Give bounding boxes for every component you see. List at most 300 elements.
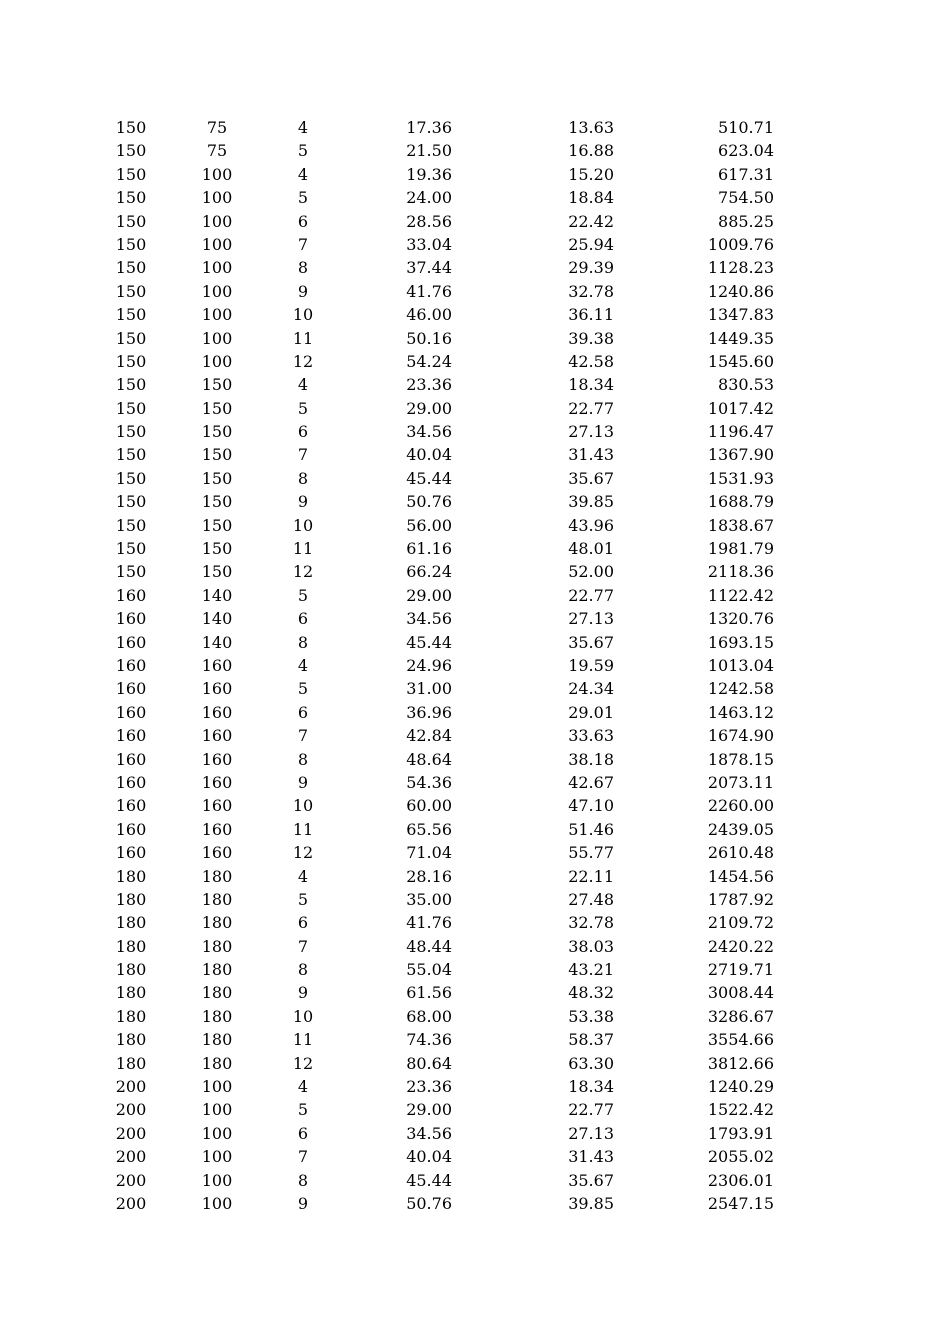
table-cell: 29.00 — [406, 1100, 452, 1120]
table-cell: 4 — [297, 118, 309, 137]
table-cell: 8 — [297, 960, 309, 980]
table-cell: 2439.05 — [707, 819, 774, 839]
table-cell: 100 — [201, 1147, 233, 1167]
table-row — [0, 186, 950, 209]
table-row — [0, 373, 950, 396]
table-row — [0, 397, 950, 420]
table-row — [0, 490, 950, 513]
table-cell: 7 — [297, 726, 309, 746]
table-cell: 150 — [115, 539, 147, 559]
table-cell: 1981.79 — [707, 539, 774, 559]
table-row — [0, 560, 950, 583]
table-cell: 65.56 — [406, 819, 452, 839]
table-cell: 45.44 — [406, 632, 452, 652]
table-cell: 2306.01 — [707, 1170, 774, 1190]
table-cell: 150 — [201, 539, 233, 559]
table-cell: 22.77 — [568, 398, 614, 418]
table-cell: 27.13 — [568, 1123, 614, 1143]
table-cell: 150 — [115, 422, 147, 442]
table-row — [0, 935, 950, 958]
table-cell: 50.76 — [406, 492, 452, 512]
table-cell: 50.76 — [406, 1193, 452, 1213]
table-cell: 31.43 — [568, 1147, 614, 1167]
table-row — [0, 888, 950, 911]
table-cell: 200 — [115, 1147, 147, 1167]
table-cell: 17.36 — [406, 118, 452, 137]
table-cell: 150 — [201, 398, 233, 418]
table-cell: 39.85 — [568, 1193, 614, 1213]
table-row — [0, 327, 950, 350]
table-cell: 2547.15 — [707, 1193, 774, 1213]
table-cell: 1838.67 — [707, 515, 774, 535]
table-cell: 150 — [115, 375, 147, 395]
table-cell: 7 — [297, 936, 309, 956]
table-cell: 160 — [115, 702, 147, 722]
table-cell: 43.96 — [568, 515, 614, 535]
table-row — [0, 1145, 950, 1168]
table-row — [0, 163, 950, 186]
table-row — [0, 981, 950, 1004]
table-cell: 11 — [292, 819, 314, 839]
table-cell: 150 — [115, 562, 147, 582]
table-cell: 42.67 — [568, 772, 614, 792]
table-cell: 11 — [292, 328, 314, 348]
table-row — [0, 958, 950, 981]
table-cell: 140 — [201, 632, 233, 652]
table-cell: 2420.22 — [707, 936, 774, 956]
table-cell: 160 — [201, 726, 233, 746]
table-cell: 160 — [201, 843, 233, 863]
table-cell: 160 — [201, 772, 233, 792]
table-cell: 35.67 — [568, 632, 614, 652]
table-cell: 2260.00 — [707, 796, 774, 816]
table-cell: 140 — [201, 585, 233, 605]
table-cell: 160 — [115, 772, 147, 792]
table-cell: 1531.93 — [707, 468, 774, 488]
table-cell: 35.67 — [568, 468, 614, 488]
table-cell: 200 — [115, 1170, 147, 1190]
table-cell: 29.39 — [568, 258, 614, 278]
table-cell: 3008.44 — [707, 983, 774, 1003]
table-cell: 28.16 — [406, 866, 452, 886]
table-row — [0, 1052, 950, 1075]
table-cell: 8 — [297, 258, 309, 278]
table-cell: 1347.83 — [707, 305, 774, 325]
table-cell: 180 — [115, 866, 147, 886]
table-cell: 150 — [115, 515, 147, 535]
table-cell: 58.37 — [568, 1030, 614, 1050]
table-cell: 8 — [297, 632, 309, 652]
table-cell: 180 — [115, 889, 147, 909]
table-row — [0, 1169, 950, 1192]
table-cell: 100 — [201, 351, 233, 371]
table-cell: 180 — [201, 1006, 233, 1026]
table-cell: 160 — [115, 796, 147, 816]
table-cell: 1242.58 — [707, 679, 774, 699]
table-cell: 48.64 — [406, 749, 452, 769]
table-cell: 160 — [115, 609, 147, 629]
table-cell: 100 — [201, 1170, 233, 1190]
table-cell: 200 — [115, 1193, 147, 1213]
table-cell: 31.43 — [568, 445, 614, 465]
table-row — [0, 233, 950, 256]
table-cell: 10 — [292, 515, 314, 535]
table-cell: 19.36 — [406, 164, 452, 184]
table-cell: 160 — [115, 749, 147, 769]
table-cell: 61.56 — [406, 983, 452, 1003]
table-cell: 100 — [201, 188, 233, 208]
table-cell: 22.77 — [568, 1100, 614, 1120]
table-cell: 40.04 — [406, 1147, 452, 1167]
table-cell: 10 — [292, 1006, 314, 1026]
table-cell: 180 — [201, 983, 233, 1003]
table-cell: 12 — [292, 351, 314, 371]
table-cell: 4 — [297, 375, 309, 395]
data-table — [0, 116, 950, 1215]
table-cell: 23.36 — [406, 1077, 452, 1097]
table-cell: 150 — [115, 141, 147, 161]
table-row — [0, 303, 950, 326]
table-cell: 18.34 — [568, 1077, 614, 1097]
table-cell: 24.34 — [568, 679, 614, 699]
table-cell: 100 — [201, 211, 233, 231]
table-cell: 150 — [201, 492, 233, 512]
table-cell: 160 — [201, 679, 233, 699]
table-cell: 5 — [297, 585, 309, 605]
table-cell: 35.00 — [406, 889, 452, 909]
table-cell: 150 — [201, 445, 233, 465]
table-cell: 15.20 — [568, 164, 614, 184]
table-cell: 150 — [115, 351, 147, 371]
table-cell: 150 — [115, 211, 147, 231]
table-row — [0, 911, 950, 934]
table-cell: 75 — [206, 141, 228, 161]
table-cell: 10 — [292, 305, 314, 325]
table-cell: 7 — [297, 1147, 309, 1167]
table-cell: 35.67 — [568, 1170, 614, 1190]
table-cell: 180 — [115, 983, 147, 1003]
table-cell: 150 — [115, 328, 147, 348]
table-cell: 48.32 — [568, 983, 614, 1003]
table-cell: 29.00 — [406, 398, 452, 418]
table-cell: 40.04 — [406, 445, 452, 465]
table-cell: 22.42 — [568, 211, 614, 231]
table-cell: 100 — [201, 1100, 233, 1120]
table-cell: 100 — [201, 281, 233, 301]
table-cell: 9 — [297, 983, 309, 1003]
table-cell: 9 — [297, 492, 309, 512]
table-cell: 24.96 — [406, 655, 452, 675]
table-cell: 16.88 — [568, 141, 614, 161]
table-cell: 6 — [297, 1123, 309, 1143]
table-cell: 13.63 — [568, 118, 614, 137]
table-cell: 150 — [115, 468, 147, 488]
table-cell: 6 — [297, 913, 309, 933]
table-cell: 754.50 — [718, 188, 774, 208]
table-row — [0, 818, 950, 841]
table-cell: 28.56 — [406, 211, 452, 231]
table-cell: 180 — [201, 960, 233, 980]
table-row — [0, 748, 950, 771]
table-cell: 34.56 — [406, 609, 452, 629]
table-cell: 24.00 — [406, 188, 452, 208]
table-cell: 160 — [201, 702, 233, 722]
table-cell: 9 — [297, 1193, 309, 1213]
table-cell: 1367.90 — [707, 445, 774, 465]
table-cell: 200 — [115, 1100, 147, 1120]
table-cell: 160 — [201, 796, 233, 816]
table-cell: 80.64 — [406, 1053, 452, 1073]
table-cell: 180 — [201, 913, 233, 933]
table-cell: 36.96 — [406, 702, 452, 722]
table-cell: 1017.42 — [707, 398, 774, 418]
table-row — [0, 677, 950, 700]
table-row — [0, 514, 950, 537]
table-cell: 29.01 — [568, 702, 614, 722]
table-cell: 180 — [115, 1030, 147, 1050]
table-cell: 150 — [115, 164, 147, 184]
table-cell: 39.85 — [568, 492, 614, 512]
table-cell: 6 — [297, 211, 309, 231]
table-cell: 1320.76 — [707, 609, 774, 629]
table-cell: 5 — [297, 398, 309, 418]
table-cell: 25.94 — [568, 234, 614, 254]
table-cell: 1688.79 — [707, 492, 774, 512]
table-cell: 2073.11 — [707, 772, 774, 792]
table-row — [0, 724, 950, 747]
table-cell: 6 — [297, 422, 309, 442]
table-cell: 47.10 — [568, 796, 614, 816]
table-cell: 1878.15 — [707, 749, 774, 769]
table-cell: 160 — [201, 655, 233, 675]
table-cell: 150 — [115, 118, 147, 137]
table-cell: 180 — [115, 1053, 147, 1073]
table-cell: 4 — [297, 1077, 309, 1097]
table-cell: 617.31 — [718, 164, 774, 184]
table-cell: 9 — [297, 281, 309, 301]
table-cell: 885.25 — [718, 211, 774, 231]
table-cell: 200 — [115, 1077, 147, 1097]
table-cell: 63.30 — [568, 1053, 614, 1073]
table-cell: 8 — [297, 749, 309, 769]
table-cell: 200 — [115, 1123, 147, 1143]
table-cell: 1693.15 — [707, 632, 774, 652]
table-cell: 7 — [297, 445, 309, 465]
table-cell: 160 — [115, 819, 147, 839]
table-row — [0, 1075, 950, 1098]
table-cell: 160 — [115, 585, 147, 605]
table-cell: 45.44 — [406, 468, 452, 488]
table-row — [0, 210, 950, 233]
table-cell: 4 — [297, 866, 309, 886]
table-cell: 180 — [201, 889, 233, 909]
table-cell: 71.04 — [406, 843, 452, 863]
table-cell: 160 — [115, 679, 147, 699]
table-cell: 1522.42 — [707, 1100, 774, 1120]
table-cell: 41.76 — [406, 913, 452, 933]
table-cell: 61.16 — [406, 539, 452, 559]
table-cell: 5 — [297, 1100, 309, 1120]
table-cell: 22.77 — [568, 585, 614, 605]
table-cell: 150 — [115, 258, 147, 278]
table-cell: 21.50 — [406, 141, 452, 161]
table-cell: 23.36 — [406, 375, 452, 395]
table-row — [0, 771, 950, 794]
table-row — [0, 537, 950, 560]
table-cell: 33.04 — [406, 234, 452, 254]
table-cell: 38.03 — [568, 936, 614, 956]
table-cell: 150 — [115, 492, 147, 512]
table-cell: 1240.29 — [707, 1077, 774, 1097]
table-row — [0, 443, 950, 466]
table-cell: 150 — [201, 562, 233, 582]
table-cell: 1463.12 — [707, 702, 774, 722]
table-cell: 8 — [297, 1170, 309, 1190]
table-cell: 48.01 — [568, 539, 614, 559]
table-cell: 42.58 — [568, 351, 614, 371]
table-cell: 100 — [201, 1193, 233, 1213]
table-cell: 1240.86 — [707, 281, 774, 301]
table-cell: 180 — [201, 866, 233, 886]
table-cell: 180 — [201, 936, 233, 956]
table-cell: 54.24 — [406, 351, 452, 371]
table-row — [0, 607, 950, 630]
table-cell: 5 — [297, 188, 309, 208]
table-row — [0, 701, 950, 724]
table-cell: 12 — [292, 1053, 314, 1073]
table-cell: 150 — [201, 375, 233, 395]
table-cell: 1013.04 — [707, 655, 774, 675]
table-cell: 42.84 — [406, 726, 452, 746]
table-cell: 11 — [292, 1030, 314, 1050]
table-cell: 100 — [201, 1077, 233, 1097]
table-cell: 6 — [297, 609, 309, 629]
table-row — [0, 350, 950, 373]
table-cell: 150 — [115, 445, 147, 465]
table-cell: 55.04 — [406, 960, 452, 980]
table-cell: 2109.72 — [707, 913, 774, 933]
table-cell: 160 — [115, 655, 147, 675]
table-cell: 37.44 — [406, 258, 452, 278]
table-cell: 9 — [297, 772, 309, 792]
table-cell: 150 — [115, 305, 147, 325]
table-cell: 150 — [115, 188, 147, 208]
table-cell: 140 — [201, 609, 233, 629]
table-cell: 180 — [115, 936, 147, 956]
table-cell: 1009.76 — [707, 234, 774, 254]
table-cell: 160 — [115, 843, 147, 863]
table-cell: 2118.36 — [707, 562, 774, 582]
table-cell: 3286.67 — [707, 1006, 774, 1026]
table-cell: 510.71 — [718, 118, 774, 137]
table-row — [0, 1192, 950, 1215]
table-cell: 43.21 — [568, 960, 614, 980]
table-cell: 8 — [297, 468, 309, 488]
table-cell: 41.76 — [406, 281, 452, 301]
table-cell: 75 — [206, 118, 228, 137]
table-cell: 39.38 — [568, 328, 614, 348]
table-cell: 160 — [201, 819, 233, 839]
table-cell: 36.11 — [568, 305, 614, 325]
table-cell: 12 — [292, 843, 314, 863]
table-cell: 32.78 — [568, 913, 614, 933]
table-cell: 10 — [292, 796, 314, 816]
table-cell: 11 — [292, 539, 314, 559]
table-row — [0, 1098, 950, 1121]
table-cell: 1449.35 — [707, 328, 774, 348]
table-cell: 52.00 — [568, 562, 614, 582]
table-row — [0, 116, 950, 139]
table-cell: 19.59 — [568, 655, 614, 675]
table-cell: 1787.92 — [707, 889, 774, 909]
table-cell: 5 — [297, 889, 309, 909]
table-cell: 150 — [201, 422, 233, 442]
table-cell: 180 — [115, 913, 147, 933]
table-cell: 27.13 — [568, 609, 614, 629]
table-cell: 100 — [201, 1123, 233, 1143]
table-cell: 22.11 — [568, 866, 614, 886]
table-cell: 56.00 — [406, 515, 452, 535]
table-row — [0, 584, 950, 607]
table-cell: 180 — [115, 960, 147, 980]
table-cell: 5 — [297, 141, 309, 161]
table-row — [0, 865, 950, 888]
table-cell: 55.77 — [568, 843, 614, 863]
table-cell: 100 — [201, 258, 233, 278]
table-cell: 18.84 — [568, 188, 614, 208]
table-cell: 2719.71 — [707, 960, 774, 980]
table-cell: 51.46 — [568, 819, 614, 839]
table-cell: 4 — [297, 655, 309, 675]
table-cell: 50.16 — [406, 328, 452, 348]
table-row — [0, 139, 950, 162]
table-cell: 34.56 — [406, 1123, 452, 1143]
table-cell: 100 — [201, 328, 233, 348]
table-row — [0, 1005, 950, 1028]
table-cell: 5 — [297, 679, 309, 699]
table-cell: 27.48 — [568, 889, 614, 909]
table-row — [0, 654, 950, 677]
table-cell: 100 — [201, 234, 233, 254]
table-cell: 32.78 — [568, 281, 614, 301]
table-row — [0, 631, 950, 654]
table-cell: 4 — [297, 164, 309, 184]
table-cell: 180 — [201, 1030, 233, 1050]
table-row — [0, 841, 950, 864]
table-cell: 150 — [201, 468, 233, 488]
table-cell: 1128.23 — [707, 258, 774, 278]
table-cell: 66.24 — [406, 562, 452, 582]
table-cell: 33.63 — [568, 726, 614, 746]
table-cell: 12 — [292, 562, 314, 582]
table-cell: 53.38 — [568, 1006, 614, 1026]
table-cell: 100 — [201, 164, 233, 184]
table-cell: 68.00 — [406, 1006, 452, 1026]
table-cell: 45.44 — [406, 1170, 452, 1190]
table-cell: 7 — [297, 234, 309, 254]
table-cell: 1545.60 — [707, 351, 774, 371]
table-cell: 150 — [115, 398, 147, 418]
table-cell: 18.34 — [568, 375, 614, 395]
table-cell: 1196.47 — [707, 422, 774, 442]
table-row — [0, 280, 950, 303]
table-cell: 2055.02 — [707, 1147, 774, 1167]
table-cell: 54.36 — [406, 772, 452, 792]
table-row — [0, 256, 950, 279]
table-cell: 46.00 — [406, 305, 452, 325]
table-cell: 1122.42 — [707, 585, 774, 605]
table-cell: 3812.66 — [707, 1053, 774, 1073]
